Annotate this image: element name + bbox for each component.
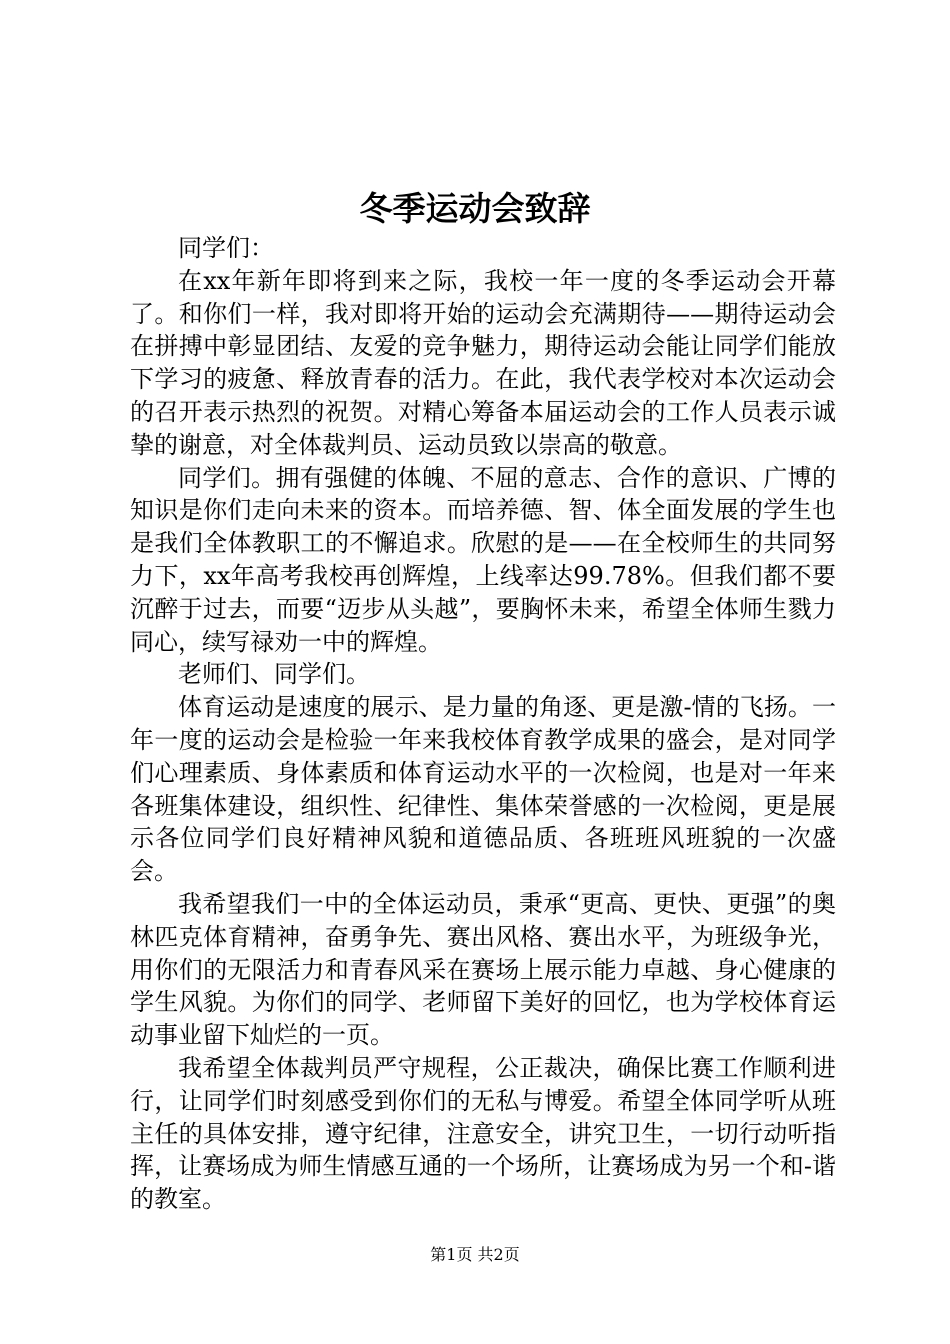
paragraph-achievement: 同学们。拥有强健的体魄、不屈的意志、合作的意识、广博的知识是你们走向未来的资本。而培养德、智、体全面发展的学生也是我们全体教职工的不懈追求。欣慰的是——在全校师生的共同努力下，xx年高考我校再创辉煌，上线率达99.78%。但我们都不要沉醉于过去，而要“迈步从头越”，要胸怀未来，希望全体师生戮力同心，续写禄劝一中的辉煌。 <box>130 463 836 656</box>
salutation: 同学们： <box>178 234 274 262</box>
page-number: 第1页 共2页 <box>430 1245 520 1264</box>
paragraph-address: 老师们、同学们。 <box>178 660 370 689</box>
paragraph-sports-meaning: 体育运动是速度的展示、是力量的角逐、更是激-情的飞扬。一年一度的运动会是检验一年来我校体育教学成果的盛会，是对同学们心理素质、身体素质和体育运动水平的一次检阅，也是对一年来各班集体建设，组织性、纪律性、集体荣誉感的一次检阅，更是展示各位同学们良好精神风貌和道德品质、各班班风班貌的一次盛会。 <box>130 693 836 886</box>
paragraph-athletes: 我希望我们一中的全体运动员，秉承“更高、更快、更强”的奥林匹克体育精神，奋勇争先、赛出风格、赛出水平，为班级争光，用你们的无限活力和青春风采在赛场上展示能力卓越、身心健康的学生风貌。为你们的同学、老师留下美好的回忆，也为学校体育运动事业留下灿烂的一页。 <box>130 889 836 1050</box>
document-body <box>130 232 836 1216</box>
paragraph-referees: 我希望全体裁判员严守规程，公正裁决，确保比赛工作顺利进行，让同学们时刻感受到你们的无私与博爱。希望全体同学听从班主任的具体安排，遵守纪律，注意安全，讲究卫生，一切行动听指挥，让赛场成为师生情感互通的一个场所，让赛场成为另一个和-谐的教室。 <box>130 1053 836 1214</box>
document-title: 冬季运动会致辞 <box>359 189 591 228</box>
paragraph-opening: 在xx年新年即将到来之际，我校一年一度的冬季运动会开幕了。和你们一样，我对即将开始的运动会充满期待——期待运动会在拼搏中彰显团结、友爱的竞争魅力，期待运动会能让同学们能放下学习的疲惫、释放青春的活力。在此，我代表学校对本次运动会的召开表示热烈的祝贺。对精心筹备本届运动会的工作人员表示诚挚的谢意，对全体裁判员、运动员致以崇高的敬意。 <box>130 266 836 459</box>
